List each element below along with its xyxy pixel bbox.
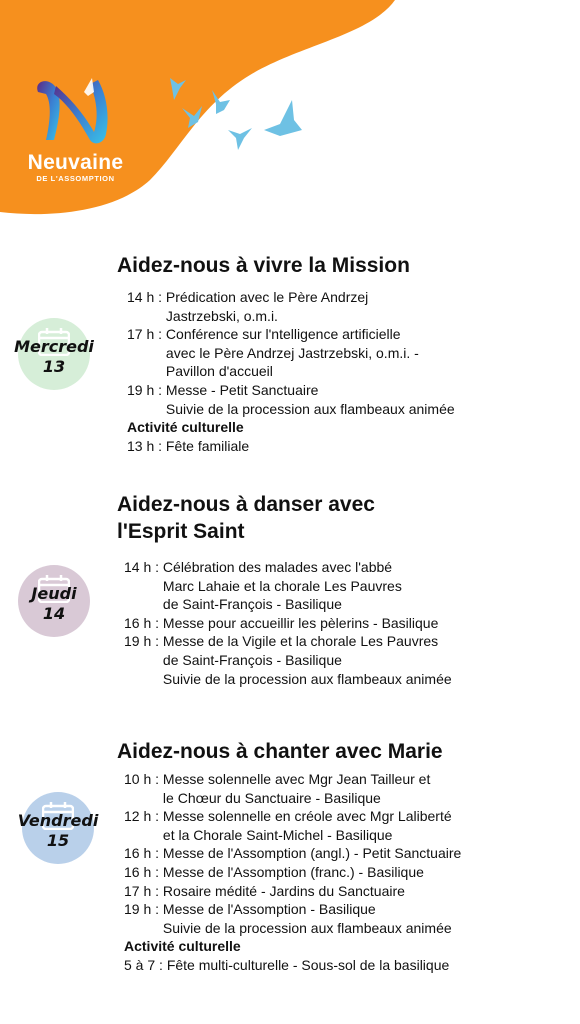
entry-time: 14 h : [124, 559, 163, 575]
brand-name: Neuvaine [27, 151, 124, 174]
badge-day: Jeudi [31, 584, 77, 603]
badge-date: 14 [42, 604, 66, 623]
day-heading-line: Aidez-nous à danser avec [117, 493, 375, 516]
entry-line: Marc Lahaie et la chorale Les Pauvres [162, 577, 402, 594]
cultural-activity-heading: Activité culturelle [127, 419, 244, 436]
schedule-entry [127, 288, 455, 325]
entry-time: 19 h : [124, 633, 163, 650]
schedule-entry [124, 614, 452, 633]
entry-line: le Chœur du Sanctuaire - Basilique [162, 789, 381, 806]
entry-line: Messe pour accueillir les pèlerins - Basilique [162, 614, 439, 631]
entry-line: Messe de l'Assomption (franc.) - Basilique [162, 863, 424, 880]
entry-line: Messe de la Vigile et la chorale Les Pauvres [162, 633, 439, 650]
entry-line: Jastrzebski, o.m.i. [165, 307, 278, 324]
entry-line: Messe solennelle avec Mgr Jean Tailleur et [162, 771, 431, 787]
schedule-entry [124, 770, 461, 807]
entry-line: Messe - Petit Sanctuaire [165, 381, 319, 398]
entry-line: de Saint-François - Basilique [162, 596, 342, 613]
schedule-list [127, 288, 455, 455]
entry-line: Pavillon d'accueil [165, 363, 273, 380]
entry-line: Fête familiale [165, 437, 250, 454]
schedule-entry [124, 882, 461, 901]
entry-line: Fête multi-culturelle - Sous-sol de la basilique [166, 956, 450, 973]
entry-line: Messe de l'Assomption (angl.) - Petit Sanctuaire [162, 845, 462, 862]
schedule-entry [124, 807, 461, 844]
entry-line: Conférence sur l'ntelligence artificielle [165, 326, 401, 343]
day-heading-line: l'Esprit Saint [117, 520, 245, 543]
day-badge-vendredi [17, 792, 99, 864]
entry-line: Suivie de la procession aux flambeaux animée [165, 400, 455, 417]
entry-time: 10 h : [124, 771, 163, 787]
day-badge-jeudi [18, 565, 90, 637]
schedule-entry [124, 956, 461, 975]
badge-date: 13 [42, 357, 66, 376]
neuvaine-logo [18, 74, 133, 183]
logo-n-mark-icon [28, 74, 123, 150]
entry-line: de Saint-François - Basilique [162, 651, 342, 668]
day-badge-mercredi [14, 318, 94, 390]
cultural-activity-heading: Activité culturelle [124, 938, 241, 955]
entry-time: 17 h : [124, 882, 163, 899]
entry-line: Célébration des malades avec l'abbé [162, 559, 393, 575]
badge-day: Mercredi [14, 337, 94, 356]
entry-time: 16 h : [124, 863, 163, 880]
day-heading-line: Aidez-nous à vivre la Mission [117, 254, 410, 277]
entry-time: 19 h : [127, 381, 166, 398]
schedule-list [124, 770, 461, 975]
schedule-entry [124, 844, 461, 863]
entry-line: Suivie de la procession aux flambeaux animée [162, 670, 452, 687]
entry-line: et la Chorale Saint-Michel - Basilique [162, 826, 393, 843]
day-heading [117, 491, 375, 545]
entry-line: Messe de l'Assomption - Basilique [162, 901, 376, 918]
day-heading [117, 738, 443, 765]
schedule-entry [127, 381, 455, 418]
schedule-entry [124, 900, 461, 937]
entry-line: Suivie de la procession aux flambeaux animée [162, 919, 452, 936]
entry-time: 19 h : [124, 901, 163, 918]
birds-illustration-icon [160, 70, 320, 160]
schedule-list [124, 558, 452, 688]
schedule-entry [127, 325, 455, 381]
entry-time: 5 à 7 : [124, 956, 167, 973]
entry-time: 14 h : [127, 289, 166, 305]
schedule-entry [124, 558, 452, 614]
entry-time: 17 h : [127, 326, 166, 343]
schedule-entry [127, 437, 455, 456]
entry-time: 16 h : [124, 845, 163, 862]
entry-line: Prédication avec le Père Andrzej [165, 289, 369, 305]
badge-day: Vendredi [17, 811, 99, 830]
day-heading-line: Aidez-nous à chanter avec Marie [117, 740, 443, 763]
schedule-entry [124, 632, 452, 688]
schedule-entry [124, 863, 461, 882]
entry-line: avec le Père Andrzej Jastrzebski, o.m.i. - [165, 344, 419, 361]
brand-subtitle: DE L'ASSOMPTION [36, 174, 115, 183]
entry-line: Rosaire médité - Jardins du Sanctuaire [162, 882, 405, 899]
entry-time: 13 h : [127, 437, 166, 454]
entry-line: Messe solennelle en créole avec Mgr Laliberté [162, 808, 452, 825]
entry-time: 16 h : [124, 614, 163, 631]
badge-date: 15 [46, 831, 70, 850]
day-heading [117, 252, 410, 279]
entry-time: 12 h : [124, 808, 163, 825]
